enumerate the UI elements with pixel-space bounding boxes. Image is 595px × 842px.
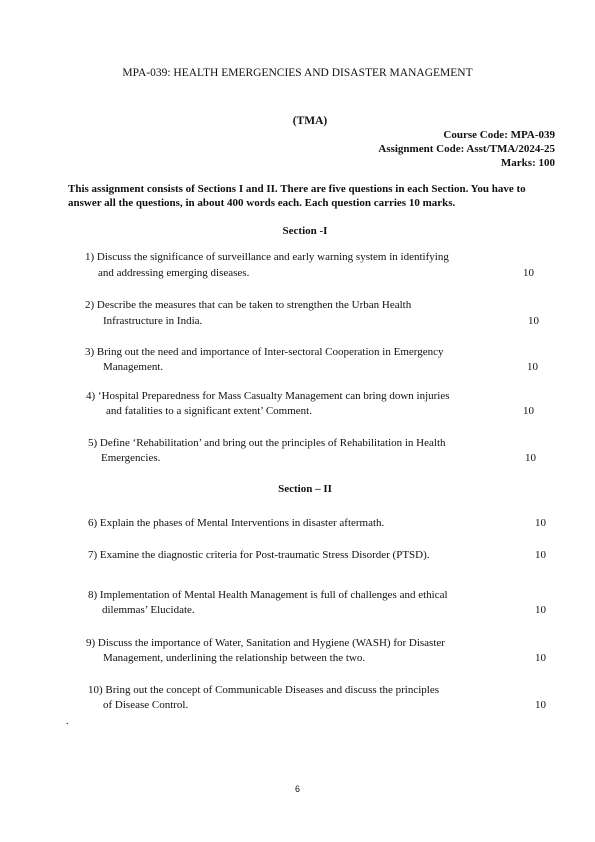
question-4-marks: 10 [523,405,534,417]
question-9-line-1: 9) Discuss the importance of Water, Sanitation and Hygiene (WASH) for Disaster [86,637,445,649]
question-7-marks: 10 [535,549,546,561]
question-3-line-1: 3) Bring out the need and importance of Inter-sectoral Cooperation in Emergency [85,346,444,358]
total-marks: Marks: 100 [500,157,555,169]
section-1-heading: Section -I [282,225,328,237]
document-title: MPA-039: HEALTH EMERGENCIES AND DISASTER MANAGEMENT [122,67,473,79]
question-6-line-1: 6) Explain the phases of Mental Interventions in disaster aftermath. [88,517,385,529]
question-3-line-2: Management. [103,361,164,373]
course-code: Course Code: MPA-039 [443,129,555,141]
instructions-paragraph: This assignment consists of Sections I and II. There are five questions in each Section. You have to answer all the questions, in about 400 words each. Each question carries 10 marks. [68,183,526,209]
question-9-marks: 10 [535,652,546,664]
question-10-line-1: 10) Bring out the concept of Communicable Diseases and discuss the principles [88,684,440,696]
page-number: 6 [294,784,300,794]
question-9-line-2: Management, underlining the relationship between the two. [103,652,366,664]
question-1-marks: 10 [523,267,534,279]
question-2-line-1: 2) Describe the measures that can be taken to strengthen the Urban Health [85,299,412,311]
question-5-line-2: Emergencies. [101,452,161,464]
assignment-code: Assignment Code: Asst/TMA/2024-25 [378,143,555,155]
question-2-line-2: Infrastructure in India. [103,315,203,327]
question-2-marks: 10 [528,315,539,327]
stray-dot: . [66,716,69,727]
question-8-line-2: dilemmas’ Elucidate. [102,604,195,616]
question-4-line-2: and fatalities to a significant extent’ Comment. [106,405,312,417]
question-7-line-1: 7) Examine the diagnostic criteria for Post-traumatic Stress Disorder (PTSD). [88,549,430,561]
question-6-marks: 10 [535,517,546,529]
question-3-marks: 10 [527,361,538,373]
tma-label: (TMA) [292,115,328,127]
question-10-line-2: of Disease Control. [103,699,189,711]
question-4-line-1: 4) ‘Hospital Preparedness for Mass Casualty Management can bring down injuries [86,390,450,402]
question-8-marks: 10 [535,604,546,616]
question-10-marks: 10 [535,699,546,711]
question-5-line-1: 5) Define ‘Rehabilitation’ and bring out the principles of Rehabilitation in Health [88,437,446,449]
section-2-heading: Section – II [278,483,332,495]
question-1-line-2: and addressing emerging diseases. [98,267,250,279]
question-1-line-1: 1) Discuss the significance of surveillance and early warning system in identifying [85,251,449,263]
question-8-line-1: 8) Implementation of Mental Health Management is full of challenges and ethical [88,589,448,601]
question-5-marks: 10 [525,452,536,464]
